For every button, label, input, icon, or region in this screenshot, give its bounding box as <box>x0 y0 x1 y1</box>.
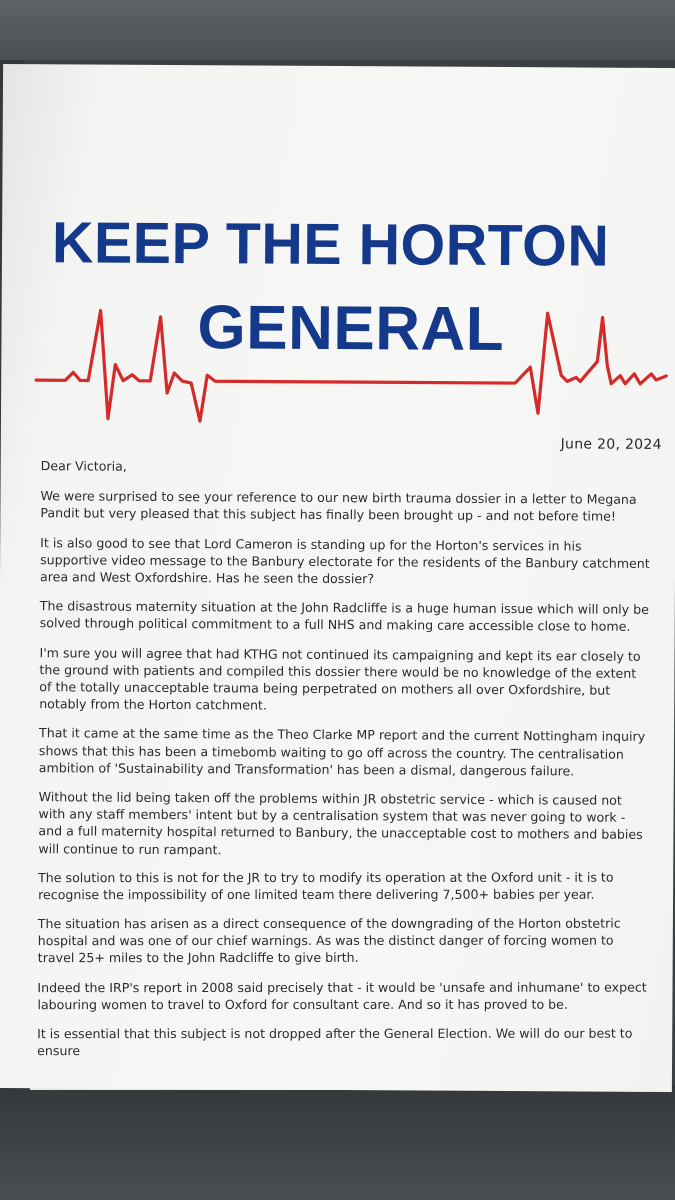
letterhead-title-line1: KEEP THE HORTON <box>51 210 610 279</box>
letter-body <box>37 457 653 1075</box>
letter-salutation: Dear Victoria, <box>40 458 127 474</box>
letter-paragraph: I'm sure you will agree that had KTHG not continued its campaigning and kept its ear closely to the ground with patients and compiled this dossier there would be no knowledge of the extent of the totally unacceptable trauma being perpetrated on mothers all over Oxfordshire, but notably from the Horton catchment. <box>39 644 641 713</box>
letter-paragraph: The disastrous maternity situation at the John Radcliffe is a huge human issue which will only be solved through political commitment to a full NHS and making care accessible close to home. <box>39 598 649 635</box>
letter-date: June 20, 2024 <box>560 436 662 453</box>
background-wall <box>0 0 675 60</box>
letter-paragraph: We were surprised to see your reference to our new birth trauma dossier in a letter to Megana Pandit but very pleased that this subject has finally been brought up - and not before time! <box>40 488 637 525</box>
letter-paragraph: It is essential that this subject is not dropped after the General Election. We will do our best to ensure <box>37 1025 633 1059</box>
letter-paragraph: That it came at the same time as the Theo Clarke MP report and the current Nottingham inquiry shows that this has been a timebomb waiting to go off across the country. The centralisation ambition of 'Sustainability and Transformation' has been a dismal, dangerous failure. <box>38 725 646 779</box>
letter-paragraph: Indeed the IRP's report in 2008 said precisely that - it would be 'unsafe and inhumane' to expect labouring women to travel to Oxford for consultant care. And so it has proved to be. <box>37 979 647 1013</box>
letter-paragraph: The solution to this is not for the JR to try to modify its operation at the Oxford unit - it is to recognise the impossibility of one limited team there delivering 7,500+ babies per year. <box>38 869 614 903</box>
letter-paragraph: It is also good to see that Lord Cameron is standing up for the Horton's services in his supportive video message to the Banbury electorate for the residents of the Banbury catchment area and West Oxfordshire. Has he seen the dossier? <box>39 534 650 587</box>
letterhead-title-line2: GENERAL <box>197 293 505 365</box>
letter-paragraph: Without the lid being taken off the problems within JR obstetric service - which is caused not with any staff members' intent but by a centralisation system that was never going to work - and a full maternity hospital returned to Banbury, the unacceptable cost to mothers and babies will continue to run rampant. <box>38 789 643 857</box>
background-desk <box>0 1085 675 1200</box>
letter-page <box>0 64 675 1092</box>
letter-paragraph: The situation has arisen as a direct consequence of the downgrading of the Horton obstetric hospital and was one of our chief warnings. As was the distinct danger of forcing women to travel 25+ miles to the John Radcliffe to give birth. <box>37 915 621 966</box>
